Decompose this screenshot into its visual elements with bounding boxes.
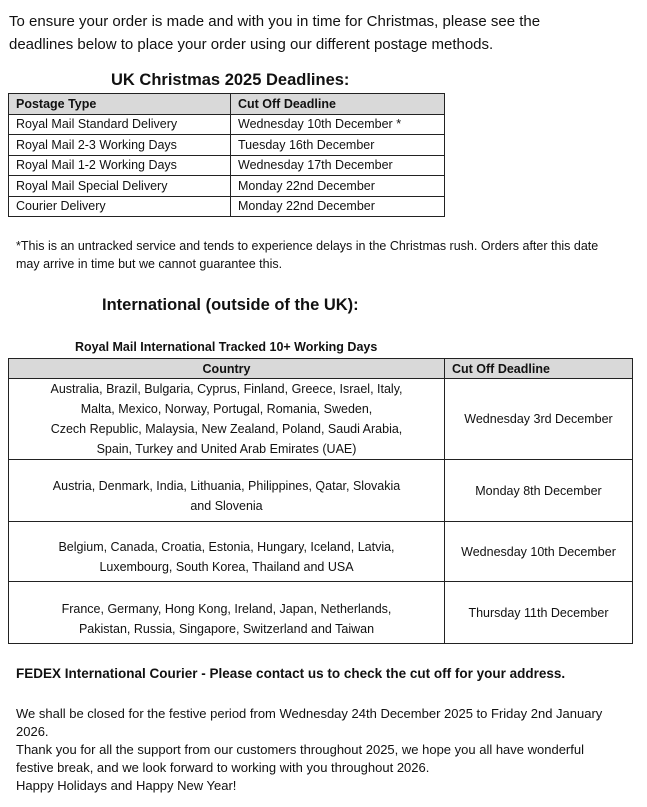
text-line: Pakistan, Russia, Singapore, Switzerland and Taiwan: [78, 621, 375, 636]
table-row: [9, 155, 445, 176]
table-row: [9, 522, 633, 582]
text-line: France, Germany, Hong Kong, Ireland, Japan, Netherlands,: [61, 601, 392, 616]
text-line: Czech Republic, Malaysia, New Zealand, Poland, Saudi Arabia,: [50, 422, 403, 436]
intro-text: [9, 10, 639, 56]
header-cut-off: Cut Off Deadline: [445, 359, 633, 379]
table-row: [9, 114, 445, 135]
fedex-notice: FEDEX International Courier - Please contact us to check the cut off for your address.: [16, 666, 566, 681]
deadline: Monday 22nd December: [231, 176, 445, 197]
intro-line: To ensure your order is made and with you in time for Christmas, please see the: [9, 13, 541, 30]
table-row: [9, 135, 445, 156]
text-line: Belgium, Canada, Croatia, Estonia, Hungary, Iceland, Latvia,: [58, 539, 395, 554]
table-row: [9, 582, 633, 644]
closing-message: [16, 705, 636, 795]
table-row: [9, 196, 445, 217]
table-row: [9, 379, 633, 460]
postage-type: Royal Mail 2-3 Working Days: [9, 135, 231, 156]
postage-type: Royal Mail Standard Delivery: [9, 114, 231, 135]
international-title: International (outside of the UK):: [102, 296, 359, 314]
closing-line: 2026.: [16, 724, 49, 739]
deadline: Wednesday 10th December *: [231, 114, 445, 135]
footnote: [16, 237, 598, 273]
postage-type: Royal Mail 1-2 Working Days: [9, 155, 231, 176]
table-row: [9, 176, 445, 197]
footnote-line: may arrive in time but we cannot guarantee this.: [16, 257, 283, 271]
header-postage-type: Postage Type: [9, 94, 231, 115]
deadline: Monday 8th December: [445, 460, 633, 522]
uk-deadlines-table: [8, 93, 445, 217]
closing-line: Happy Holidays and Happy New Year!: [16, 778, 237, 793]
intro-line: deadlines below to place your order using our different postage methods.: [9, 36, 494, 53]
uk-title: UK Christmas 2025 Deadlines:: [111, 71, 350, 89]
countries: [9, 379, 445, 460]
footnote-line: *This is an untracked service and tends to experience delays in the Christmas rush. Orders after this date: [16, 239, 599, 253]
closing-line: festive break, and we look forward to working with you throughout 2026.: [16, 760, 430, 775]
deadline: Wednesday 17th December: [231, 155, 445, 176]
countries: [9, 582, 445, 644]
header-country: Country: [9, 359, 445, 379]
deadline: Wednesday 10th December: [445, 522, 633, 582]
international-subtitle: Royal Mail International Tracked 10+ Working Days: [75, 340, 378, 354]
header-cut-off: Cut Off Deadline: [231, 94, 445, 115]
text-line: Luxembourg, South Korea, Thailand and USA: [99, 559, 354, 574]
text-line: Spain, Turkey and United Arab Emirates (UAE): [96, 442, 357, 456]
table-header-row: [9, 359, 633, 379]
deadline: Monday 22nd December: [231, 196, 445, 217]
countries: [9, 522, 445, 582]
postage-type: Royal Mail Special Delivery: [9, 176, 231, 197]
table-row: [9, 460, 633, 522]
text-line: Malta, Mexico, Norway, Portugal, Romania, Sweden,: [80, 402, 373, 416]
closing-line: We shall be closed for the festive period from Wednesday 24th December 2025 to Friday 2nd January: [16, 706, 603, 721]
text-line: and Slovenia: [190, 498, 263, 513]
text-line: Australia, Brazil, Bulgaria, Cyprus, Finland, Greece, Israel, Italy,: [50, 382, 403, 396]
table-header-row: [9, 94, 445, 115]
closing-line: Thank you for all the support from our customers throughout 2025, we hope you all have wonderful: [16, 742, 584, 757]
international-deadlines-table: [8, 358, 633, 644]
deadline: Tuesday 16th December: [231, 135, 445, 156]
text-line: Austria, Denmark, India, Lithuania, Philippines, Qatar, Slovakia: [52, 478, 401, 493]
deadline: Wednesday 3rd December: [445, 379, 633, 460]
deadline: Thursday 11th December: [445, 582, 633, 644]
postage-type: Courier Delivery: [9, 196, 231, 217]
countries: [9, 460, 445, 522]
